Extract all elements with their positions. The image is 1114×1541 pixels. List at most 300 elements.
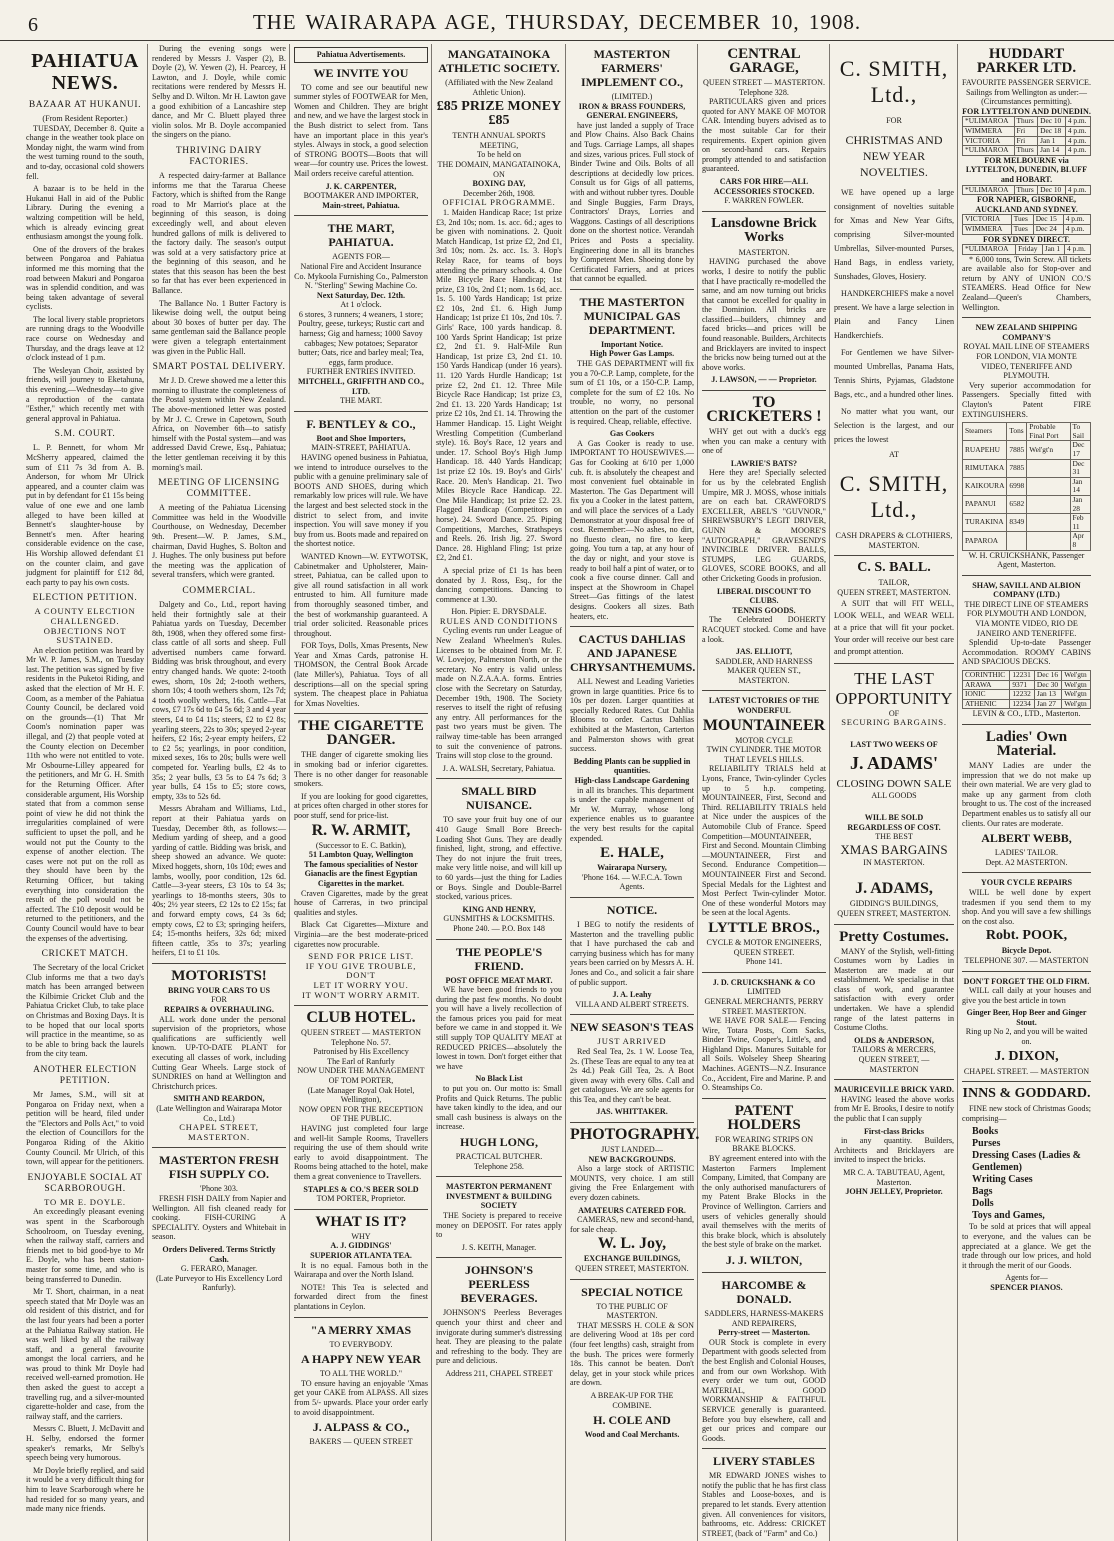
table-row xyxy=(963,215,1091,225)
ad-line: GUNSMITHS & LOCKSMITHS. xyxy=(443,914,555,924)
ad-body: Black Cat Cigarettes—Mixture and Virginia—are the best moderate-priced cigarettes now procurable. xyxy=(294,920,428,949)
ad-title: TO CRICKETERS ! xyxy=(706,394,822,426)
ad-firm: SMITH AND REARDON, xyxy=(173,1094,265,1104)
ad-address: QUEEN STREET — MASTERTON. xyxy=(703,78,825,87)
ad-body: I BEG to notify the residents of Masterton and the travelling public that I have purchased the cab and carrying business which has for many years been carried on by Messrs A. H. Jones and Co., and solicit a fair share of public support. xyxy=(570,919,694,987)
table-cell: RIMUTAKA xyxy=(963,459,1007,477)
table-cell: KAIKOURA xyxy=(963,477,1007,495)
table-cell: WIMMERA xyxy=(963,126,1015,136)
ad-title: LIVERY STABLES xyxy=(713,1454,815,1469)
ad-sign: F. WARREN FOWLER. xyxy=(724,196,804,206)
ad-body: TO ensure having an enjoyable 'Xmas get your CAKE from ALPASS. All sizes from 5/- upwards. Place your order early to avoid disappointment. xyxy=(294,1378,428,1417)
subhead: THRIVING DAIRY FACTORIES. xyxy=(175,145,263,167)
byline: (From Resident Reporter.) xyxy=(42,114,128,123)
article-paragraph: Mr J. D. Crewe showed me a letter this morning to illustrate the completeness of the Postal system within New Zealand. The above-mentioned letter was posted by Mr J. C. Crewe in Capetown, South Africa, on November 6th—to satisfy himself with the Postal system—and was addressed David Crewe, Esq., Pahiatua; the letter gentleman receiving it by this morning's mail. xyxy=(152,376,286,472)
table-cell: Dec 30 xyxy=(1034,680,1061,690)
ad-body: PARTICULARS given and prices quoted for ANY MAKE OF MOTOR CAR. Intending buyers advised as to the most suitable Car for their requirements. Expert opinion given on second-hand cars. Repairs promptly attended to and satisfaction guaranteed. xyxy=(702,97,826,174)
ad-address: Dept. A2 MASTERTON. xyxy=(985,857,1068,867)
subhead: OBJECTIONS NOT SUSTAINED. xyxy=(43,625,127,646)
table-cell: VICTORIA xyxy=(963,215,1012,225)
ad-title: WHAT IS IT? xyxy=(315,1213,407,1230)
divider xyxy=(570,1014,694,1015)
ad-address: MASTERTON. xyxy=(738,247,790,257)
table-cell: Wel'gt'n xyxy=(1027,441,1070,459)
divider xyxy=(294,1209,428,1210)
sailing-table xyxy=(962,214,1091,234)
headline-pahiatua-news: PAHIATUA NEWS. xyxy=(31,50,139,94)
ad-address: CHAPEL STREET. — MASTERTON xyxy=(963,1066,1090,1076)
ad-line: TO ALL THE WORLD." xyxy=(319,1369,403,1379)
ad-address: Main-street, Pahiatua. xyxy=(322,200,400,210)
ad-title: DON'T FORGET THE OLD FIRM. xyxy=(963,976,1090,986)
ad-body: For Gentlemen we have Silver-mounted Umbrellas, Panama Hats, Tennis Shirts, Pyjamas, Gladstone Bags, etc., and a hundred other lines. xyxy=(834,347,954,399)
ad-body: A special prize of £1 1s has been donated by J. Ross, Esq., for the dancing competitions. Dancing to commence at 1.30. xyxy=(436,565,562,604)
table-cell xyxy=(1027,514,1070,532)
ad-firm: J. J. WILTON, xyxy=(725,1252,803,1267)
ad-line: (LIMITED.) xyxy=(611,92,653,101)
sailing-table xyxy=(962,422,1091,550)
ad-phone: 'Phone 303. xyxy=(200,1184,238,1194)
ad-title: NEW ZEALAND SHIPPING COMPANY'S xyxy=(975,323,1078,342)
ad-line: LATEST VICTORIES OF THE WONDERFUL xyxy=(708,696,820,716)
column-1 xyxy=(26,44,148,1541)
ad-line: FURTHER ENTRIES INVITED. xyxy=(306,367,416,377)
divider xyxy=(834,663,954,664)
table-cell xyxy=(1027,459,1070,477)
table-cell: IONIC xyxy=(963,690,1010,700)
ad-title: "A MERRY XMAS xyxy=(310,1322,412,1337)
ad-firm: ALBERT WEBB, xyxy=(981,831,1072,846)
ad-line: EXCHANGE BUILDINGS, xyxy=(583,1254,681,1264)
table-row xyxy=(963,495,1091,513)
ad-address: MAIN-STREET, PAHIATUA. xyxy=(311,443,411,453)
ad-title: MASTERTON PERMANENT INVESTMENT & BUILDING SOCIETY xyxy=(446,1182,552,1211)
ad-firm: J. K. CARPENTER, xyxy=(325,181,397,191)
ad-title: F. BENTLEY & CO., xyxy=(306,416,416,431)
article-paragraph: An election petition was heard by Mr W. P. James, S.M., on Tuesday last. The petition was signed by five residents in the Puketoi Riding, and asked that the election of Mr H. F. Coom, as a member of the Pahiatua County Council, be declared void on the grounds—(1) That Mr Coom's nomination paper was illegal, and (2) that people voted at the County election on December 11th who were not entitled to vote. Mr Osbourne-Lilley appeared for the petitioners, and Mr G. H. Smith for the Returning Officer. After considerable argument, His Worship stated that from a common sense point of view he did not think the irregularities complained of were sufficient to upset the poll, and he would not put the County to the expense of another election. The cases were not put on the roll as they should have been by the Returning Officer, but taking everything into consideration the result of the poll would not be affected. The £10 deposit would be returned to the petitioners, and the County Council would have to bear the expenses of the advertising. xyxy=(26,645,144,943)
table-row xyxy=(963,477,1091,495)
ad-body: HAVING just completed four large and well-lit Sample Rooms, Travellers requiring the use of them should write early to avoid disappointment. The Rooms being attached to the hotel, make them a great convenience to Travellers. xyxy=(294,1124,428,1181)
subhead: BAZAAR AT HUKANUI. xyxy=(28,100,142,110)
table-row xyxy=(963,245,1091,255)
ad-body: NOTE! This Tea is selected and forwarded direct from the finest plantations in Ceylon. xyxy=(294,1282,428,1311)
table-cell: 7885 xyxy=(1007,459,1027,477)
divider xyxy=(834,1079,954,1080)
table-row xyxy=(963,671,1091,681)
article-paragraph: Dalgety and Co., Ltd., report having held their fortnightly sale at their Pahiatua yards on Tuesday, December 8th, 1908, when they offered some first-class cattle of all sorts and sheep. Full advertised numbers came forward. Bidding was brisk throughout, and every entry changed hands. We quote: 2-tooth ewes, shorn, 10s 2d; 2-tooth wethers, shorn 10s; 4 tooth wethers shorn, 12s 7d; 4 tooth woolly wethers, 16s. Cattle—Fat cows, £7 17s 6d to £4 5s 6d; 3 and 4 year steers, £4 to £4 11s; steers, £2 to £2 8s; yearling steers, 22s to 30s; speyed 2-year heifers, £2 16s; 2-year empty heifers, £2 to £2 5s; yearlings, in poor condition, mixed sexes, 16s to 20s; bulls were well competed for. Yearling bulls, £2 4s to 35s; 2 year bulls, £3 5s to £4 7s 6d; 3 year bulls, £4 15s to £5; store cows, empty, 33s to 52s 6d. xyxy=(152,599,286,801)
table-cell: Wel'gtn xyxy=(1062,671,1091,681)
list-item: Bags xyxy=(972,1186,993,1198)
ad-title: THE PEOPLE'S FRIEND. xyxy=(455,944,543,973)
table-cell: Dec 10 xyxy=(1038,117,1066,127)
divider xyxy=(436,778,562,779)
article-paragraph: A respected dairy-farmer at Ballance informs me that the Tararua Cheese Factory, which is shifted from the Range road to Mr Marriot's place at the beginning of this season, is doing exceedingly well, and about eleven hundred gallons of milk is delivered to the factory daily. The season's output was sold at a very satisfactory price at the beginning of this season, and he states that this season has been the best so far that has ever been experienced in Ballance. xyxy=(152,170,286,296)
table-cell: 4 p.m. xyxy=(1065,245,1091,255)
ad-line: STAPLES & CO.'S BEER SOLD xyxy=(303,1184,419,1194)
ad-line: To be held on xyxy=(476,150,522,160)
ad-title: WE INVITE YOU xyxy=(313,65,409,80)
article-paragraph: Mr Doyle briefly replied, and said it would be a very difficult thing for him to leave Scarborough where he had resided for so many years, and made many nice friends. xyxy=(26,1465,144,1514)
subhead: A COUNTY ELECTION CHALLENGED. xyxy=(34,606,136,626)
ad-address: VILLA AND ALBERT STREETS. xyxy=(575,999,689,1009)
divider xyxy=(962,575,1091,576)
ad-line: THE DIRECT LINE OF STEAMERS FOR PLYMOUTH AND LONDON, VIA MONTE VIDEO, RIO DE JANEIRO AND TENERIFFE. xyxy=(964,599,1089,638)
ad-line: NOW UNDER THE MANAGEMENT OF TOM PORTER, xyxy=(297,1066,425,1086)
ad-line: CLOSING DOWN SALE xyxy=(836,778,952,791)
ad-title: CACTUS DAHLIAS AND JAPANESE CHRYSANTHEMUMS. xyxy=(570,632,696,675)
divider xyxy=(294,411,428,412)
article-paragraph: The Ballance No. 1 Butter Factory is likewise doing well, the output being about 30 boxes of butter per day. The same gentleman said the Ballance people were given a telegraph entertainment was given in the Public Hall. xyxy=(152,298,286,356)
ad-line: £85 PRIZE MONEY £85 xyxy=(436,99,562,129)
ad-line: BOOTMAKER AND IMPORTER, xyxy=(303,191,419,201)
table-cell: Thurs xyxy=(1014,185,1038,195)
ad-line: REPAIRS & OVERHAULING. xyxy=(164,1005,274,1015)
divider xyxy=(702,390,826,391)
ad-sign: LEVIN & CO., LTD., Masterton. xyxy=(972,709,1081,719)
table-cell: 4 p.m. xyxy=(1065,126,1090,136)
table-cell: Thurs xyxy=(1014,117,1038,127)
ad-line: THE MART. xyxy=(339,396,383,406)
article-paragraph: L. P. Bennett, for whom Mr McSherry appeared, claimed the sum of £11 7s 3d from A. B. Anderson, for whom Mr Ulrick appeared, and a counter claim was put in by defendant for £1 15s being value of one ewe and one lamb alleged to have been killed at Bennett's slaughter-house by Bennett's men. After hearing considerable evidence on the case, His Worship allowed defendant £1 on the counter claim, and gave judgment for plaintiff for £12 8d, each party to pay his own costs. xyxy=(26,443,144,587)
ad-title: MAURICEVILLE BRICK YARD. xyxy=(834,1085,954,1095)
table-cell: Dec 15 xyxy=(1033,215,1063,225)
ad-line: Ginger Beer, Hop Beer and Ginger Stout. xyxy=(966,1008,1087,1027)
ad-body: THAT MESSRS H. COLE & SON are delivering Wood at 18s per cord (four feet lengths) cash, straight from the bush. The prices were formerly 18s. This cannot be beaten. Don't delay, get in your stock while prices are down. xyxy=(570,1320,694,1388)
ad-line: PRACTICAL BUTCHER. xyxy=(455,1152,543,1161)
article-paragraph: Mr James, S.M., will sit at Pongaroa on Friday next, when a petition will be heard, filed under the "Electors and Polls Act," to void the election of Councillors for the Pongaroa Riding of the Akitio County Council. Mr Ulrich, of this town, will appear for the petitioners. xyxy=(26,1090,144,1167)
table-cell: VICTORIA xyxy=(963,136,1015,146)
ad-firm: J. ADAMS, xyxy=(855,880,933,898)
divider xyxy=(702,972,826,973)
store-name: C. SMITH, Ltd., xyxy=(839,56,949,107)
article-paragraph: One of the drovers of the brakes between Pongaroa and Pahiatua informed me this morning that the road between Makuri and Pongaroa was in splendid condition, and was being taken advantage of several cyclists. xyxy=(26,244,144,312)
table-cell: Jan 28 xyxy=(1070,495,1090,513)
article-paragraph: A bazaar is to be held in the Hukanui Hall in aid of the Public Library. During the evening a waltzing competition will be held, which is already evincing great enthusiasm amongst the young folk. xyxy=(26,184,144,242)
ad-line: Hon. Pipier: E. DRYSDALE. xyxy=(451,607,547,617)
ad-firm: J. ALPASS & CO., xyxy=(312,1420,410,1435)
ad-phone: Telephone 258. xyxy=(474,1161,524,1171)
divider xyxy=(962,971,1091,972)
route-heading: FOR LYTTELTON AND DUNEDIN. xyxy=(962,106,1091,116)
divider xyxy=(294,215,428,216)
ad-title: THE MART, PAHIATUA. xyxy=(327,221,395,250)
ad-line: Ring up No 2, and you will be waited on. xyxy=(965,1027,1088,1047)
divider xyxy=(570,897,694,898)
article-paragraph: Messrs Abraham and Williams, Ltd., report at their Pahiatua yards on Tuesday, December 8th, as follows:—Medium yarding of sheep, and a good yarding of cattle. Bidding was brisk, and sheep showed an advance. We quote: Mixed hoggets, shorn, 10s 10d; ewes and lambs, woolly, poor condition, 12s 6d. Cattle—3-year steers, £3 10s to £4 3s; yearlings to 18-months steers, 30s to 40s; 2½ year steers, £2 12s to £2 15s; fat and forward empty cows, £4 3s 6d; empty cows, £2 to £3; springing heifers, £4; 15-months heifers, 32s 6d; mixed fifteen cattle, 35s to 37s; yearling heifers, £1 to £1 10s. xyxy=(152,804,286,958)
ad-line: High Power Gas Lamps. xyxy=(589,349,675,359)
ad-body: WE have opened up a large consignment of novelties suitable for Xmas and New Year Gifts, comprising Silver-mounted Umbrellas, Silver-mounted Purses, Hand Bags, in endless variety, Sunshades, Gloves, Hosiery. xyxy=(834,187,954,281)
ad-line: (Successor to E. C. Batkin), xyxy=(315,840,407,850)
table-cell: Dec 17 xyxy=(1070,441,1090,459)
ad-line: FOR xyxy=(886,116,902,125)
ad-line: CASH DRAPERS & CLOTHIERS, xyxy=(835,531,953,541)
table-cell: PAPANUI xyxy=(963,495,1007,513)
article-paragraph: The Secretary of the local Cricket Club informs me that a two day's match has been arranged between the Kilbirnie Cricket Club and the Pahiatua Cricket Club, to take place on Christmas and Boxing Days. It is to be hoped that our local sports will practice in the meantime, so as to be able to bring back the laurels from the city team. xyxy=(26,963,144,1059)
ad-title: HUDDART PARKER LTD. xyxy=(976,46,1077,76)
ad-title: Ladies' Own Material. xyxy=(985,729,1068,759)
ad-body: MANY of the Stylish, well-fitting Costumes worn by Ladies in Masterton are made at our establishment. We specialise in that class of work, and guarantee satisfaction with every order undertaken. We have a splendid range of the latest patterns in Costume Cloths. xyxy=(834,946,954,1033)
table-cell: 12234 xyxy=(1010,699,1035,709)
ad-body: Red Seal Tea, 2s. 1 W. Loose Tea, 2s. (These Teas are equal to any tea at 2s 4d.) Peak Gill Tea, 2s. A Boot given away with every 6lbs. Call and get catalogues. We are sole agents for this Tea, and they can't be beat. xyxy=(570,1046,694,1104)
ad-sign: W. H. CRUICKSHANK, Passenger Agent, Masterton. xyxy=(968,550,1085,570)
ad-line: AMATEURS CATERED FOR. xyxy=(578,1205,686,1215)
ad-firm: R. W. ARMIT, xyxy=(311,821,411,839)
ad-title: C. S. BALL. xyxy=(857,560,931,576)
ad-line: SADDLERS, HARNESS-MAKERS AND REPAIRERS, xyxy=(704,1308,824,1328)
table-cell: 8349 xyxy=(1007,514,1027,532)
table-cell: Jan 13 xyxy=(1034,690,1061,700)
table-cell xyxy=(1027,477,1070,495)
ad-body: Very superior accommodation for Passengers. Specially fitted with Clayton's Patent FIRE EXTINGUISHERS. xyxy=(962,380,1091,419)
ad-line: TAILOR, xyxy=(878,578,910,588)
column-2 xyxy=(152,44,290,1541)
ad-body: TO come and see our beautiful new summer styles of FOOTWEAR for Men, Women and Children. They are bright and new, and we have the largest stock in the Bush district to select from. Tans have an important place in this year's styles. Always in stock, a good selection of STRONG BOOTS—Boots that will wear—for country use. Prices the lowest. Mail orders receive careful attention. xyxy=(294,82,428,178)
table-cell: Jan 14 xyxy=(1070,477,1090,495)
ad-body: have just landed a supply of Trace and Plow Chains. Also Back Chains and Tugs. Carriage Lamps, all shapes and sizes, various prices. Full stock of Binder Twine and Oils. Bolts of all descriptions at decidedly low prices. Consult us for Gigs of all patterns, with and without rubber tyres. Double and Single Buggies, Farm Drays, Contractors' Drays, Lorries and Waggons. Castings of all descriptions done on the shortest notice. Verandah Prices and Posts a speciality. Engineering done in all its branches by Competent Men. Shoeing done by Certificated Farriers, and at prices that cannot be equalled. xyxy=(570,120,694,284)
ad-line: MR C. A. TABUTEAU, Agent, Masterton. xyxy=(843,1167,945,1187)
ad-body: THE danger of cigarette smoking lies in smoking bad or inferior cigarettes. There is no other danger for reasonable smokers. xyxy=(294,750,428,789)
ad-line: Patronised by His Excellency xyxy=(313,1047,409,1057)
ad-body: No matter what you want, our Selection is the largest, and our prices the lowest xyxy=(834,406,954,444)
ad-line: Important Notice. xyxy=(600,339,664,349)
divider xyxy=(570,1122,694,1123)
column-3 xyxy=(294,44,432,1541)
ad-firm: MITCHELL, GRIFFITH AND CO., LTD. xyxy=(298,377,424,396)
ad-line: SPENCER PIANOS. xyxy=(990,1283,1063,1292)
table-cell: ATHENIC xyxy=(963,699,1010,709)
ad-line: ROYAL MAIL LINE OF STEAMERS FOR LONDON, VIA MONTE VIDEO, TENERIFFE AND PLYMOUTH. xyxy=(963,342,1090,381)
ad-line: Orders Delivered. Terms Strictly Cash. xyxy=(162,1244,276,1264)
ad-line: Bicycle Depot. xyxy=(1001,946,1052,956)
table-cell: ARAWA xyxy=(963,680,1010,690)
ad-body: BY agreement entered into with the Masterton Farmers Implement Company, Limited, that Company are the only authorised manufacturers of my Patent Brake Blocks in the Province of Wellington. Carriers and users of vehicles generally should avail themselves with the merits of this brake block, which is absolutely the best style of brake on the market. xyxy=(702,1154,826,1250)
column-8 xyxy=(962,44,1094,1541)
spacer xyxy=(834,728,954,740)
ad-title: PHOTOGRAPHY. xyxy=(570,1126,700,1144)
ad-line: IRON & BRASS FOUNDERS, GENERAL ENGINEERS, xyxy=(578,101,686,121)
ad-title: A HAPPY NEW YEAR xyxy=(301,1352,421,1367)
table-cell: 6998 xyxy=(1007,477,1027,495)
table-cell: WIMMERA xyxy=(963,224,1012,234)
ad-title: HARCOMBE & DONALD. xyxy=(721,1277,807,1306)
route-heading: FOR MELBOURNE via LYTTELTON, DUNEDIN, BLUFF and HOBART. xyxy=(965,155,1088,184)
subhead: MEETING OF LICENSING COMMITTEE. xyxy=(158,478,280,500)
ad-address: QUEEN STREET, MASTERTON. xyxy=(837,587,951,597)
table-cell: 6582 xyxy=(1007,495,1027,513)
ad-firm: E. HALE, xyxy=(600,845,664,862)
ad-address: Address 211, CHAPEL STREET xyxy=(445,1368,553,1378)
ad-line: No Black List xyxy=(475,1074,523,1084)
spacer xyxy=(834,867,954,879)
ad-address: MASTERTON. xyxy=(868,540,920,550)
table-row xyxy=(963,699,1091,709)
article-paragraph: A meeting of the Pahiatua Licensing Committee was held in the Woodville Courthouse, on Wednesday, December 9th. Present—W. P. James, S.M., chairman, David Hughes, S. Bolton and J. Hughes. The only business put before the meeting was the application of several transfers, which were granted. xyxy=(152,503,286,580)
ad-line: Next Saturday, Dec. 12th. xyxy=(316,290,406,300)
ad-title: CENTRAL GARAGE, xyxy=(727,46,801,76)
ad-body: MANY Ladies are under the impression that we do not make up their own material. We are very glad to make up any garment from cloth brought to us. The cost of the increased Department enables us to satisfy all our clients. Our rates are moderate. xyxy=(962,761,1091,828)
table-header: Probable Final Port xyxy=(1027,423,1070,441)
table-cell: 4 p.m. xyxy=(1063,215,1090,225)
table-cell: Tues xyxy=(1011,224,1033,234)
ad-line: FOR xyxy=(211,995,227,1005)
ad-firm: JAS. ELLIOTT, xyxy=(735,647,793,657)
table-cell: Feb 11 xyxy=(1070,514,1090,532)
divider xyxy=(436,1176,562,1177)
table-cell xyxy=(1027,532,1070,550)
list-item: Dressing Cases (Ladies & Gentlemen) xyxy=(972,1150,1081,1174)
ad-title: Lansdowne Brick Works xyxy=(711,215,817,245)
list-item: Purses xyxy=(972,1138,1001,1150)
ad-line: AGENTS FOR— xyxy=(332,252,390,262)
ad-line: CARS FOR HIRE—ALL ACCESSORIES STOCKED. xyxy=(713,176,815,196)
table-cell: Dec 24 xyxy=(1033,224,1063,234)
article-paragraph: During the evening songs were rendered by Messrs J. Vasper (2), B. Doyle (2), W. Yewen (2), H. Pearcey, H Lawton, and J. Doyle, while comic recitations were rendered by Messrs H. Selby and D. Wilton. Mr H. Lawton gave a good exhibition of a Lancashire step dance, and Mr C. Bluett played three violin solos. Mr B. Doyle accompanied the singers on the piano. xyxy=(152,44,286,140)
table-cell: Dec 16 xyxy=(1034,671,1061,681)
ad-line: ALL GOODS xyxy=(871,791,917,801)
table-cell: 4 p.m. xyxy=(1063,224,1090,234)
ad-line: JUST LANDED— xyxy=(601,1145,663,1155)
ad-line: LAST TWO WEEKS OF xyxy=(850,739,938,749)
divider xyxy=(570,1279,694,1280)
ad-body: in any quantity. Builders, Architects and Bricklayers are invited to inspect the bricks. xyxy=(834,1136,954,1165)
ad-body: A Gas Cooker is ready to use. IMPORTANT TO HOUSEWIVES.—Gas for Cooking at 6/10 per 1,000 cub. ft. is absolutely the cheapest and most convenient fuel obtainable in Masterton. The Gas Department will fix you a Cooker in the latest pattern, and will place the services of a Lady Demonstrator at your disposal free of cost. Remember:—No ashes, no dirt, no fluesto clean, no fire to keep going. You turn a tap, at any hour of the day or night, and your stove is ready to boil half a pint of water, or to cook a five course dinner. Call and inspect at the Showroom in Chapel Street—Gas fittings of the latest designs. Cookers all sizes. Bath heaters, etc. xyxy=(570,438,694,621)
ad-line: TO EVERYBODY. xyxy=(329,1339,393,1349)
table-cell: *ULIMAROA xyxy=(963,117,1015,127)
ad-line: OFFICIAL PROGRAMME. xyxy=(442,197,556,208)
table-row xyxy=(963,126,1091,136)
ad-title: JOHNSON'S PEERLESS BEVERAGES. xyxy=(460,1263,538,1306)
ad-line: TENTH ANNUAL SPORTS MEETING, xyxy=(452,131,546,150)
ad-line: (Affiliated with the New Zealand Athletic Union). xyxy=(445,78,553,97)
subhead: ENJOYABLE SOCIAL AT SCARBOROUGH. xyxy=(27,1172,143,1194)
table-cell: *ULIMAROA xyxy=(963,146,1015,156)
ad-firm: OLDS & ANDERSON, xyxy=(854,1035,934,1045)
table-cell: Wel'gtn xyxy=(1062,690,1091,700)
ad-line: IT WON'T WORRY ARMIT. xyxy=(302,989,420,1000)
ad-body: MR EDWARD JONES wishes to notify the public that he has first class Stables and Loose-boxes, and is prepared to let stands. Every attention given. All conveniences for visitors, bathrooms, etc. Address: CRICKET STREET, (back of "Farm" and Co.) xyxy=(702,1471,826,1538)
divider xyxy=(152,1147,286,1148)
subhead: SMART POSTAL DELIVERY. xyxy=(152,362,286,373)
ad-line: WHY xyxy=(351,1231,371,1241)
subhead: COMMERCIAL. xyxy=(182,585,256,596)
ad-line: Telephone No. 57. xyxy=(331,1037,391,1047)
table-header: Tons xyxy=(1007,423,1027,441)
table-cell: RUAPEHU xyxy=(963,441,1007,459)
divider xyxy=(436,939,562,940)
route-heading: FOR SYDNEY DIRECT. xyxy=(982,234,1070,244)
route-heading: FOR NAPIER, GISBORNE, AUCKLAND AND SYDNEY. xyxy=(975,195,1078,214)
table-cell: Friday xyxy=(1016,245,1043,255)
table-header: To Sail xyxy=(1070,423,1090,441)
ad-sign: TOM PORTER, Proprietor. xyxy=(316,1194,406,1204)
ad-line: LET IT WORRY YOU. xyxy=(313,979,409,990)
table-cell: Jan 27 xyxy=(1034,699,1061,709)
article-paragraph: The local livery stable proprietors are running drags to the Woodville race course on Wednesday and Thursday, and the drags leave at 12 o'clock instead of 1 p.m. xyxy=(26,314,144,363)
ad-firm: H. COLE AND xyxy=(593,1413,671,1428)
table-cell xyxy=(1007,532,1027,550)
list-item: Toys and Games, xyxy=(972,1210,1045,1222)
ad-line: 6 stores, 3 runners; 4 weaners, 1 store; Poultry, geese, turkeys; Rustic cart and harness; Gig and harness; 1000 Savoy cabbages; New potatoes; Separator butter; Oats, rice and barley meal; Tea, eggs, farm produce. xyxy=(297,309,425,367)
divider xyxy=(570,289,694,290)
article-paragraph: The Wesleyan Choir, assisted by friends, will journey to Eketahuna, this evening,—Wednesday—to give a reproduction of the cantata "Esther," which recently met with general approval in Pahiatua. xyxy=(26,365,144,423)
ad-line: NEW BACKGROUNDS. xyxy=(588,1154,676,1164)
page-columns xyxy=(26,44,1096,1538)
ad-line: THE BEST xyxy=(875,832,913,842)
ad-line: IN MASTERTON. xyxy=(863,857,925,867)
table-cell: 12232 xyxy=(1010,690,1035,700)
ad-address: BAKERS — QUEEN STREET xyxy=(309,1437,413,1447)
table-cell: Dec 31 xyxy=(1070,459,1090,477)
divider xyxy=(702,1448,826,1449)
ad-title: MASTERTON FRESH FISH SUPPLY CO. xyxy=(159,1153,279,1182)
table-cell: Wel'gtn xyxy=(1062,680,1091,690)
goods-list xyxy=(962,1126,1091,1222)
spacer xyxy=(834,801,954,813)
table-row xyxy=(963,532,1091,550)
article-paragraph: An exceedingly pleasant evening was spent in the Scarborough Schoolroom, on Tuesday evening, when the railway staff, carriers and friends met to bid good-bye to Mr E. Doyle, who has been station-master for some time, and who is being transferred to Dunedin. xyxy=(26,1207,144,1284)
ad-address: Perry-street — Masterton. xyxy=(718,1328,810,1338)
ad-title: THE MASTERTON MUNICIPAL GAS DEPARTMENT. xyxy=(579,294,685,337)
table-row xyxy=(963,514,1091,532)
subhead: TO MR E. DOYLE. xyxy=(44,1196,126,1207)
table-header: Steamers xyxy=(963,423,1007,441)
list-item: Dolls xyxy=(972,1198,994,1210)
table-cell: Dec 18 xyxy=(1038,126,1066,136)
ad-sign: JAS. WHITTAKER. xyxy=(596,1107,668,1117)
ad-line: LADIES' TAILOR. xyxy=(994,848,1059,858)
ad-phone: Phone 240. — P.O. Box 148 xyxy=(453,923,545,933)
ad-body: FRESH FISH DAILY from Napier and Wellington. All fish cleaned ready for cooking. FISH-CURING A SPECIALITY. Oysters and Whitebait in season. xyxy=(152,1193,286,1242)
ad-address: QUEEN STREET, — MASTERTON xyxy=(858,1055,930,1074)
sailing-table xyxy=(962,670,1091,709)
ad-line: Agents for— xyxy=(1005,1273,1048,1283)
ad-line: OF xyxy=(888,708,900,718)
ad-firm: HUGH LONG, xyxy=(459,1135,538,1149)
ad-line: Sailings from Wellington as under:—(Circumstances permitting). xyxy=(965,87,1088,107)
ad-phone: Telephone 328. xyxy=(739,87,789,97)
masthead xyxy=(0,0,1114,41)
divider xyxy=(834,555,954,556)
ad-address: QUEEN STREET, MASTERTON. xyxy=(575,1264,689,1273)
ad-firm: J. ADAMS' xyxy=(849,753,938,774)
ad-address: CHAPEL STREET, MASTERTON. xyxy=(179,1122,259,1142)
ad-line: FAVOURITE PASSENGER SERVICE. xyxy=(962,78,1091,87)
ad-line: SEND FOR PRICE LIST. xyxy=(308,951,414,962)
table-cell: 4 p.m. xyxy=(1065,117,1090,127)
ad-sign: J. A. WALSH, Secretary, Pahiatua. xyxy=(442,763,556,773)
table-cell: PAPAROA xyxy=(963,532,1007,550)
ad-line: Gas Cookers xyxy=(609,429,655,439)
table-cell: Fri xyxy=(1014,126,1038,136)
ad-body: JOHNSON'S Peerless Beverages quench your thirst and cheer and invigorate during summer's distressing heat. They are pleasing to the palate and refreshing to the body. They are pure and delicious. xyxy=(436,1308,562,1366)
divider xyxy=(294,713,428,714)
ad-body: To be sold at prices that will appeal to everyone, and the values can be appreciated at a glance. We get the trade through our low prices, and hold it through the merit of our Goods. xyxy=(962,1222,1091,1270)
ad-line: SECURING BARGAINS. xyxy=(841,717,947,728)
ad-address: QUEEN STREET — MASTERTON xyxy=(301,1028,421,1038)
table-cell: 7885 xyxy=(1007,441,1027,459)
ad-line: GIDDING'S BUILDINGS, xyxy=(849,899,939,909)
ad-body: in all its branches. This department is under the capable management of Mr W. Murray, whose long experience enables us to guarantee the very best results for the capital expended. xyxy=(570,785,694,843)
ad-line: THE DOMAIN, MANGATAINOKA, ON xyxy=(437,159,561,179)
ad-body: Cycling events run under League of New Zealand Wheelmen's Rules. Licenses to be obtained from Mr. F. W. Lovejoy, Palmerston North, or the secretary. No entry is valid unless made on N.Z.A.A.A. forms. Entries close with the Secretary on Saturday, December 19th, 1908. The Society reserves to itself the right of refusing any entry. All performances for the past two years must be given. The railway time-table has been arranged to suit the convenience of patrons. Trains will stop close to the ground. xyxy=(436,626,562,761)
ad-body: WE HAVE FOR SALE— Fencing Wire, Totara Posts, Corn Sacks, Binder Twine, Cooper's, Little's, and Highland Dips. Manures Suitable for all Soils. Wolseley Sheep Shearing Machines. AGENTS—N.Z. Insurance Co., Accident, Fire and Marine. P. and O. Steamships Co. xyxy=(702,1016,826,1093)
ad-firm: Robt. POOK, xyxy=(985,928,1068,944)
table-row xyxy=(963,459,1091,477)
ad-phone: TELEPHONE 307. — MASTERTON xyxy=(964,955,1089,965)
sailing-table xyxy=(962,244,1091,255)
table-cell: *ULIMAROA xyxy=(963,245,1016,255)
subhead: ANOTHER ELECTION PETITION. xyxy=(33,1065,137,1087)
